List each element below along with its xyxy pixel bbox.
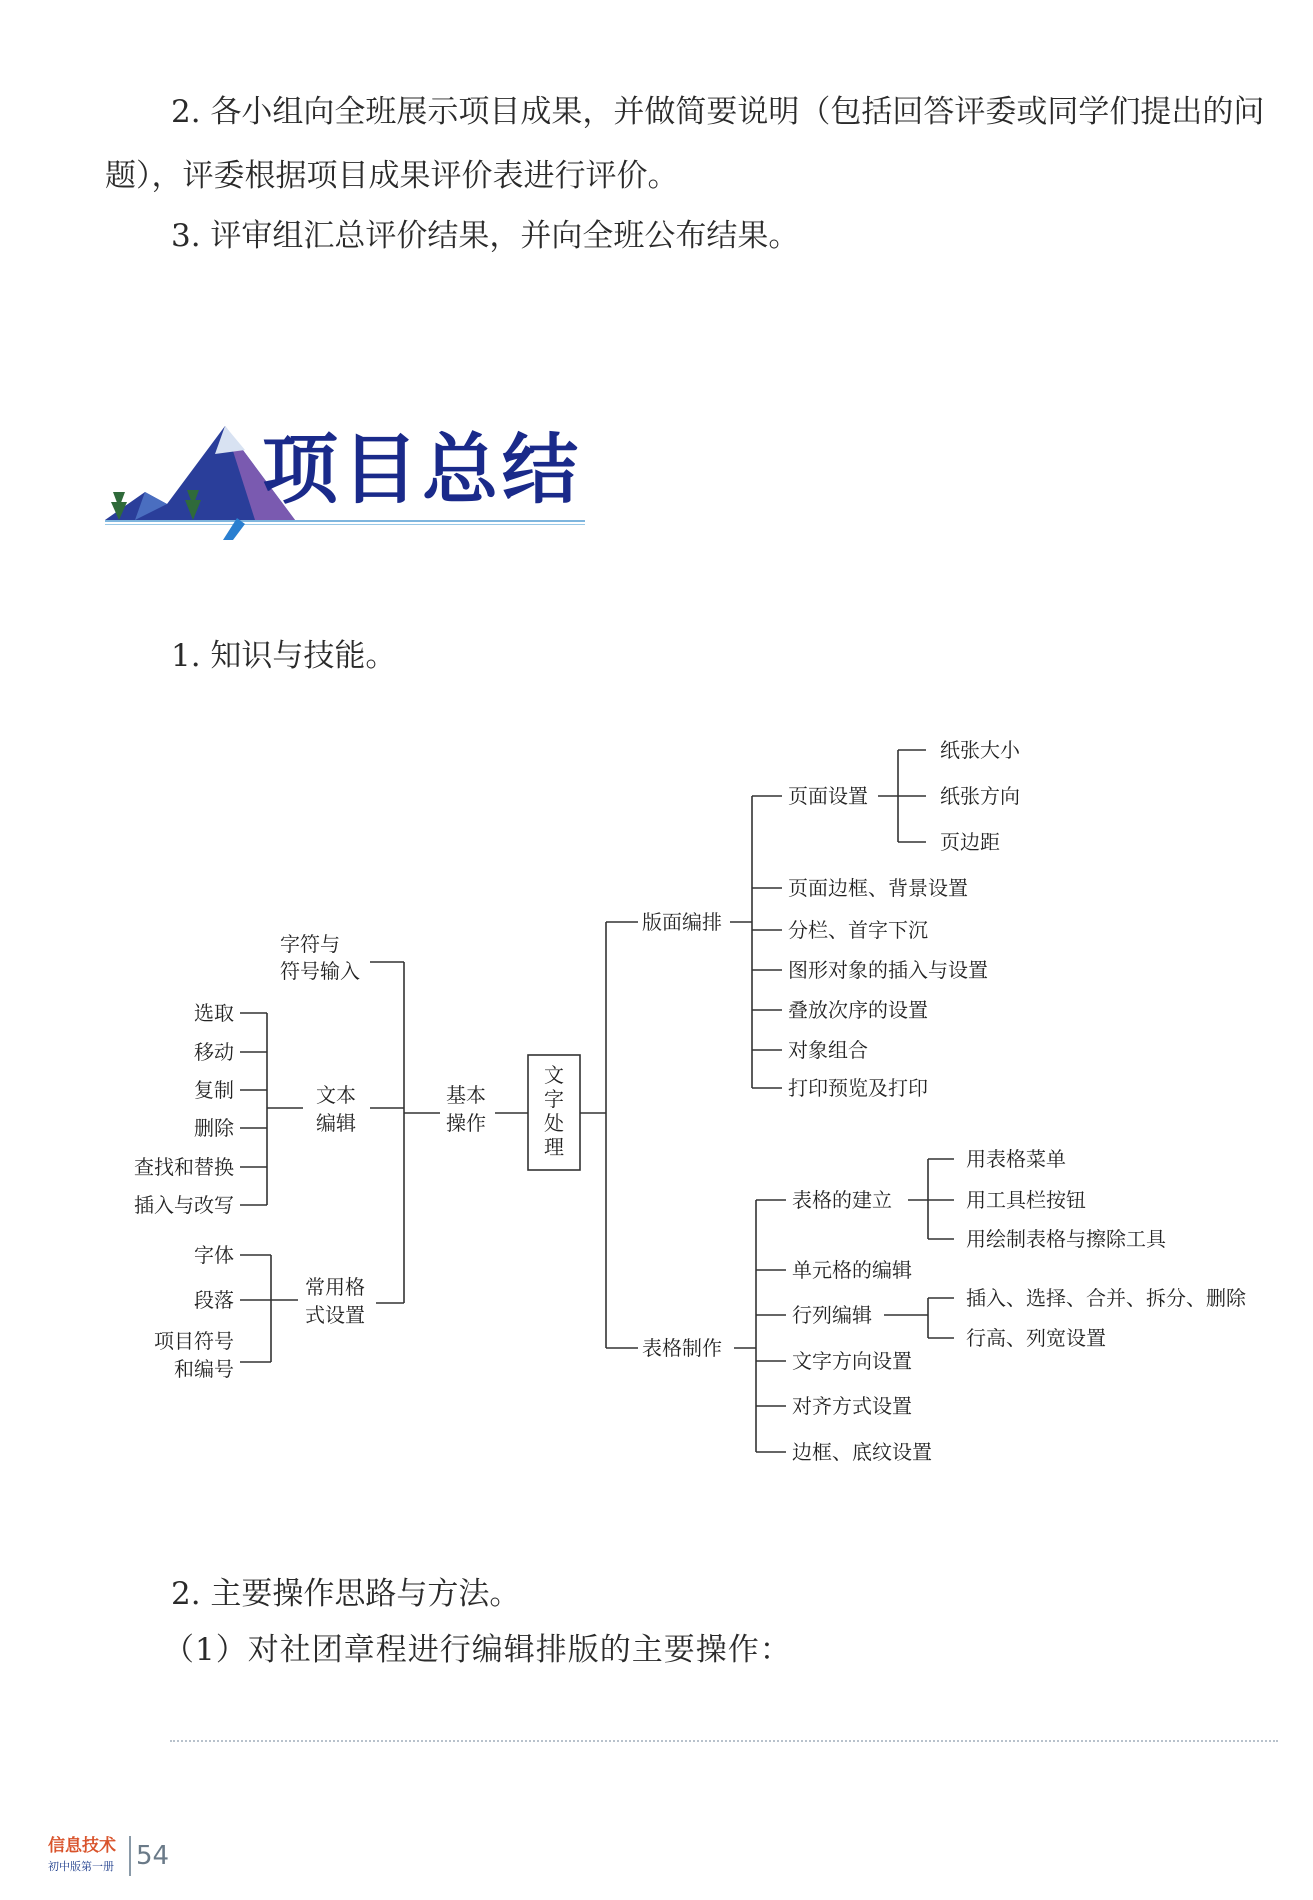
node-move: 移动 bbox=[194, 1040, 234, 1064]
node-insert-merge: 插入、选择、合并、拆分、删除 bbox=[966, 1286, 1246, 1310]
node-insert-overwrite: 插入与改写 bbox=[134, 1193, 234, 1217]
node-page-setup: 页面设置 bbox=[788, 784, 868, 808]
node-layout: 版面编排 bbox=[642, 910, 722, 934]
node-stacking: 叠放次序的设置 bbox=[788, 998, 928, 1022]
method-item-1: （1）对社团章程进行编辑排版的主要操作： bbox=[163, 1632, 792, 1668]
node-root: 理 bbox=[544, 1135, 564, 1159]
node-format-settings: 常用格 bbox=[305, 1275, 365, 1299]
answer-line bbox=[170, 1740, 1278, 1742]
node-cell-edit: 单元格的编辑 bbox=[792, 1258, 912, 1282]
node-text-edit: 编辑 bbox=[316, 1111, 356, 1135]
node-font: 字体 bbox=[194, 1243, 234, 1267]
node-basic-operations: 操作 bbox=[446, 1111, 486, 1135]
node-table: 表格制作 bbox=[642, 1336, 722, 1360]
knowledge-mindmap bbox=[0, 720, 1313, 1480]
node-paper-size: 纸张大小 bbox=[940, 738, 1020, 762]
node-toolbar-button: 用工具栏按钮 bbox=[966, 1188, 1086, 1212]
node-graphics: 图形对象的插入与设置 bbox=[788, 958, 988, 982]
node-root: 处 bbox=[544, 1111, 564, 1135]
node-row-height: 行高、列宽设置 bbox=[966, 1326, 1106, 1350]
node-grouping: 对象组合 bbox=[788, 1038, 868, 1062]
node-margins: 页边距 bbox=[940, 830, 1000, 854]
node-paragraph: 段落 bbox=[194, 1288, 234, 1312]
node-bullets: 项目符号 bbox=[154, 1329, 234, 1353]
node-table-menu: 用表格菜单 bbox=[966, 1147, 1066, 1171]
node-basic-operations: 基本 bbox=[446, 1083, 486, 1107]
node-root: 字 bbox=[544, 1087, 564, 1111]
paragraph-step-2: 2. 各小组向全班展示项目成果，并做简要说明（包括回答评委或同学们提出的问题），评委根据项目成果评价表进行评价。 bbox=[105, 94, 1265, 194]
node-text-direction: 文字方向设置 bbox=[792, 1349, 912, 1373]
node-alignment: 对齐方式设置 bbox=[792, 1394, 912, 1418]
node-columns-dropcap: 分栏、首字下沉 bbox=[788, 918, 928, 942]
section-title: 项目总结 bbox=[262, 425, 582, 514]
node-border-shading: 边框、底纹设置 bbox=[792, 1440, 932, 1464]
node-paper-orientation: 纸张方向 bbox=[940, 784, 1020, 808]
node-root: 文 bbox=[544, 1063, 564, 1087]
page-number: 54 bbox=[136, 1841, 170, 1871]
node-row-col: 行列编辑 bbox=[792, 1303, 872, 1327]
node-print: 打印预览及打印 bbox=[788, 1076, 928, 1100]
heading-knowledge: 1. 知识与技能。 bbox=[171, 638, 397, 674]
footer-edition: 初中版第一册 bbox=[48, 1860, 114, 1873]
node-char-input: 字符与 bbox=[280, 932, 340, 956]
node-delete: 删除 bbox=[194, 1116, 234, 1140]
node-char-input: 符号输入 bbox=[280, 959, 360, 983]
node-format-settings: 式设置 bbox=[305, 1303, 365, 1327]
node-find-replace: 查找和替换 bbox=[134, 1155, 234, 1179]
node-border-bg: 页面边框、背景设置 bbox=[788, 876, 968, 900]
node-bullets: 和编号 bbox=[174, 1357, 234, 1381]
footer-brand: 信息技术 bbox=[48, 1836, 116, 1856]
footer-divider bbox=[129, 1836, 131, 1876]
node-text-edit: 文本 bbox=[316, 1083, 356, 1107]
node-copy: 复制 bbox=[194, 1078, 234, 1102]
heading-methods: 2. 主要操作思路与方法。 bbox=[171, 1576, 521, 1612]
node-draw-erase: 用绘制表格与擦除工具 bbox=[966, 1227, 1166, 1251]
node-table-create: 表格的建立 bbox=[792, 1188, 892, 1212]
node-select: 选取 bbox=[194, 1001, 234, 1025]
paragraph-step-3: 3. 评审组汇总评价结果，并向全班公布结果。 bbox=[171, 218, 800, 254]
